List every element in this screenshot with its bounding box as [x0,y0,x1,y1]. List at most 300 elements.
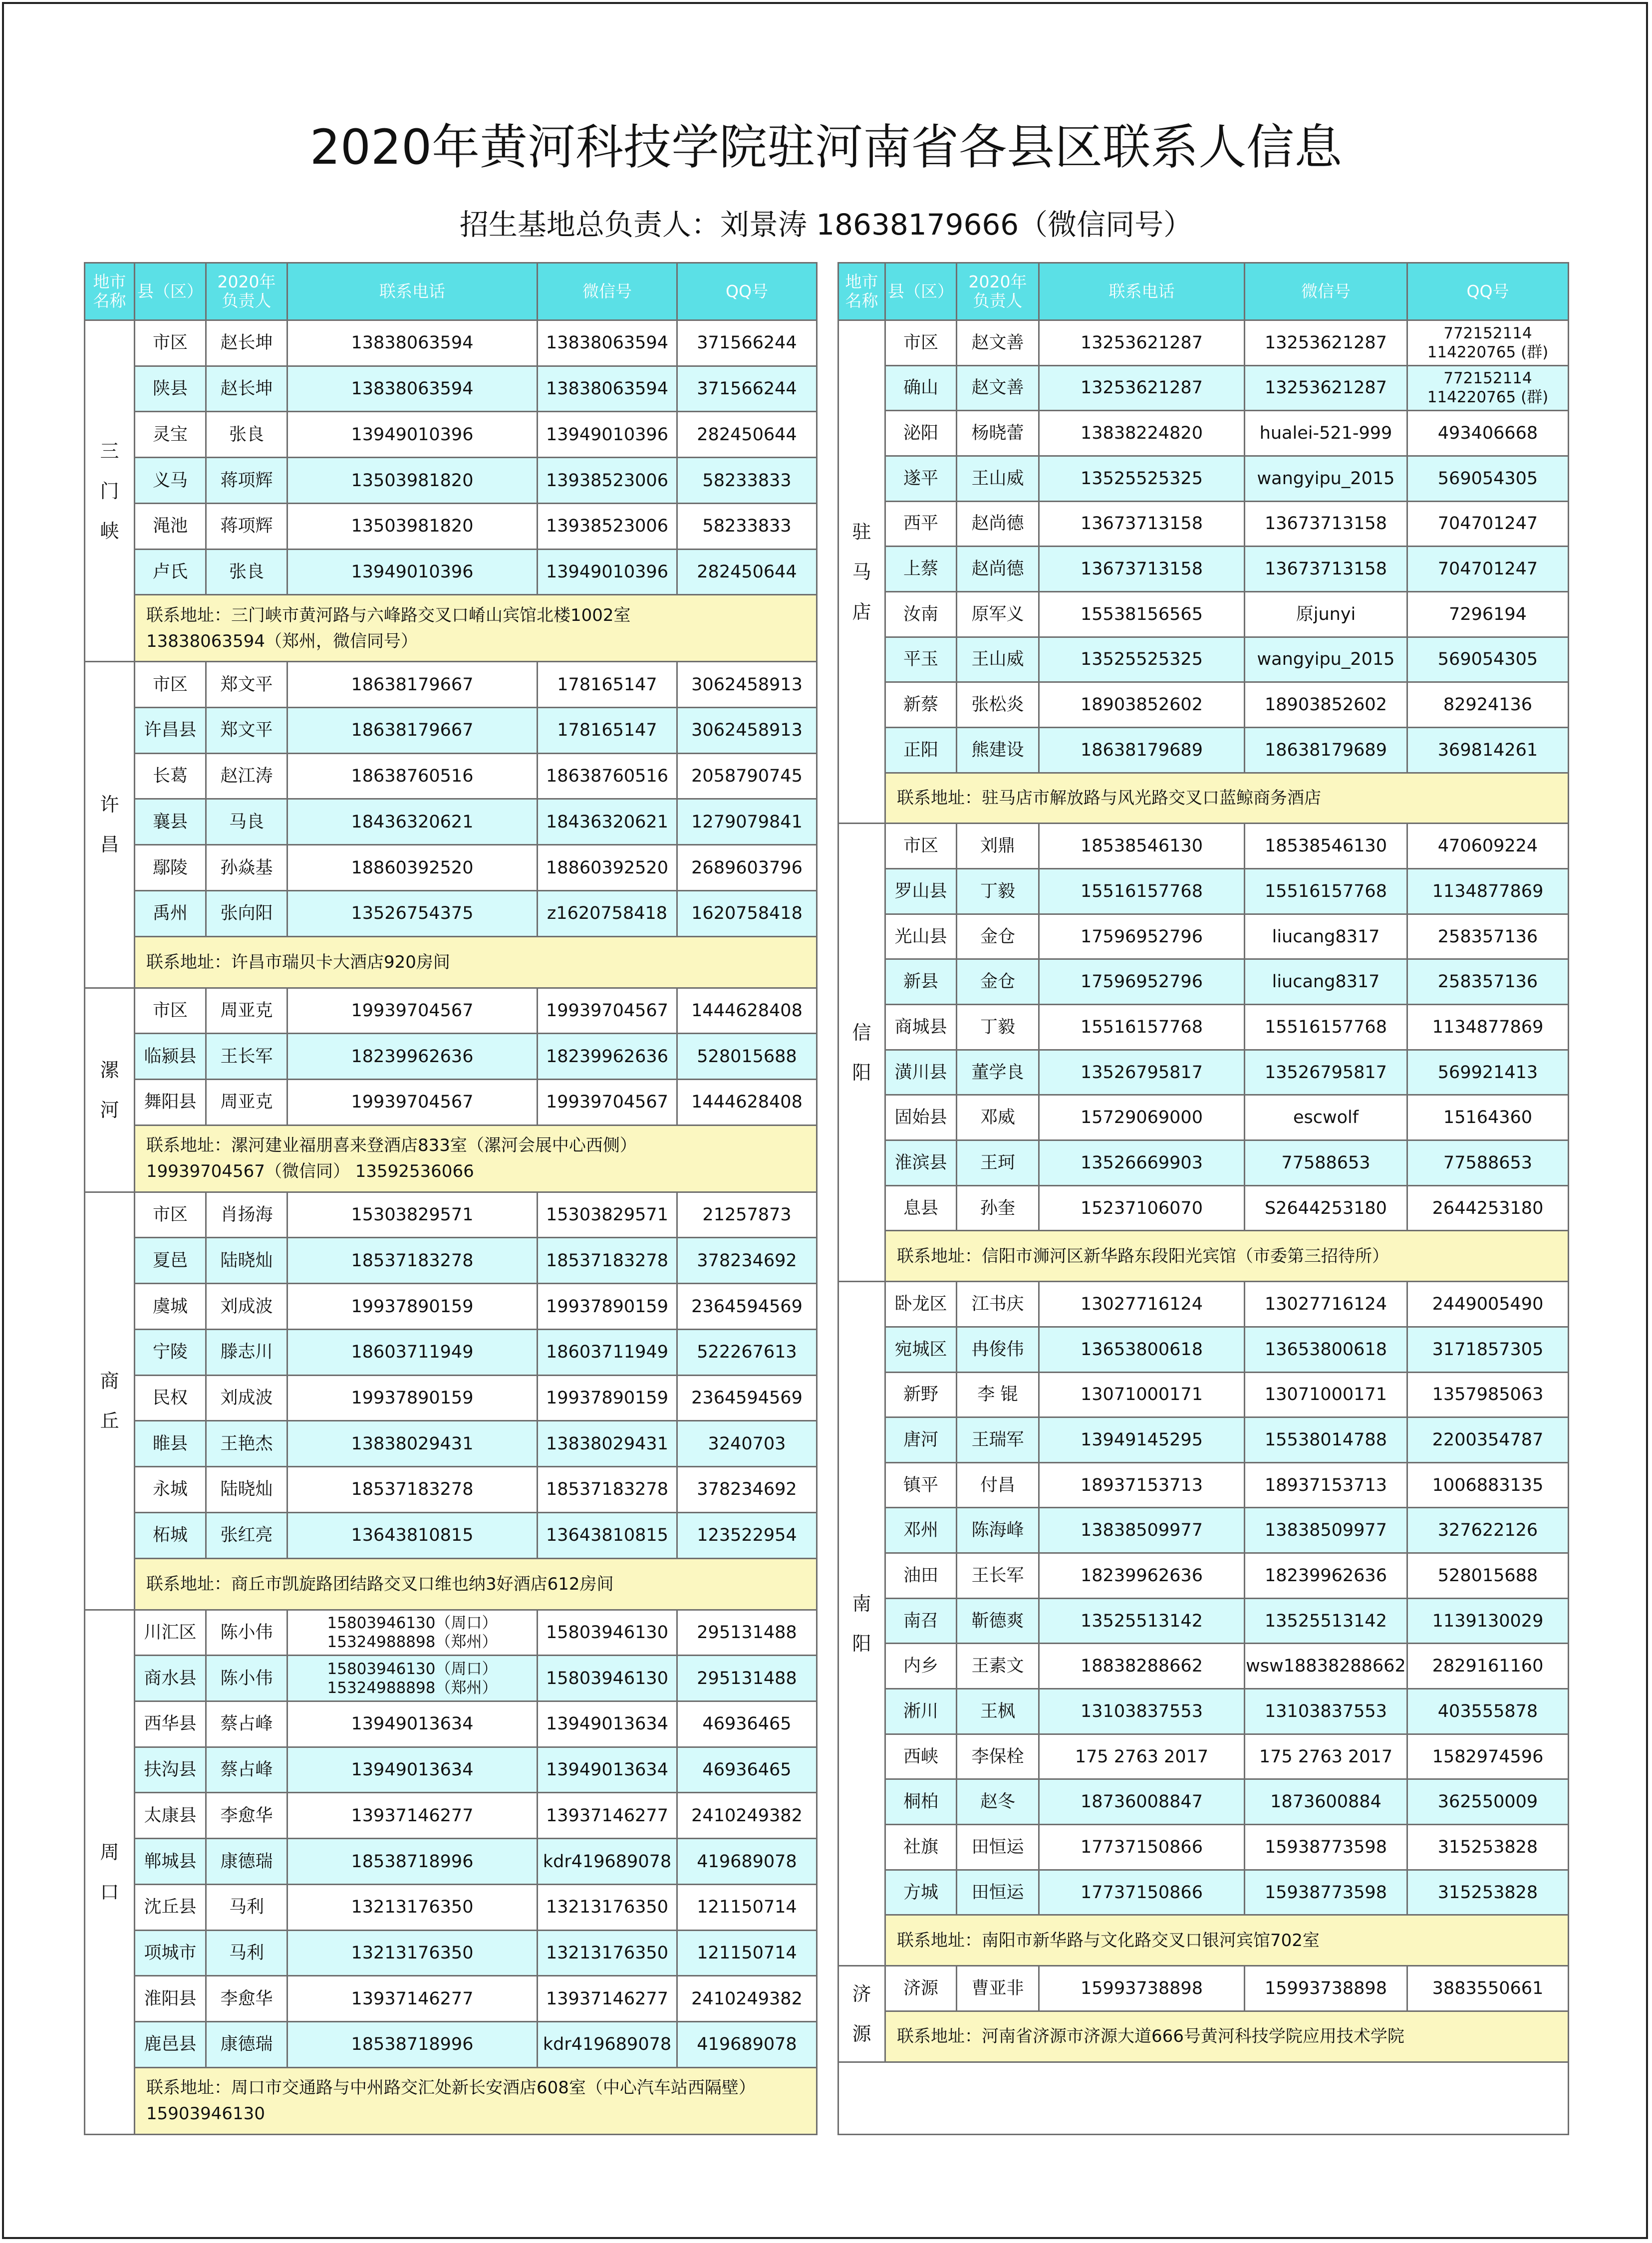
table-row [85,1512,817,1558]
person-cell: 周亚克 [206,988,287,1034]
phone-cell: 18538718996 [287,1839,538,1885]
person-cell: 王长军 [206,1034,287,1080]
address-cell: 联系地址：驻马店市解放路与风光路交叉口蓝鲸商务酒店 [885,773,1569,824]
city-name: 周 口 [85,1610,135,2134]
person-cell: 赵文善 [957,320,1039,366]
wechat-cell: wangyipu_2015 [1245,456,1407,501]
address-row [85,1125,817,1192]
person-cell: 董学良 [957,1050,1039,1095]
table-row [85,1034,817,1080]
phone-cell: 13643810815 [287,1512,538,1558]
wechat-cell: 15538014788 [1245,1417,1407,1463]
qq-cell: 419689078 [677,2022,817,2068]
wechat-cell: 18937153713 [1245,1462,1407,1508]
county-cell: 新野 [885,1372,957,1417]
table-row [85,549,817,595]
wechat-cell: 13937146277 [538,1793,677,1839]
phone-cell: 13949013634 [287,1747,538,1793]
county-cell: 永城 [135,1467,206,1513]
person-cell: 蔡占峰 [206,1701,287,1747]
wechat-cell: 18603711949 [538,1329,677,1375]
wechat-cell: 19937890159 [538,1284,677,1330]
county-cell: 夏邑 [135,1238,206,1284]
wechat-cell: z1620758418 [538,890,677,936]
qq-cell: 2644253180 [1407,1185,1569,1231]
person-cell: 王珂 [957,1140,1039,1186]
table-row [85,1656,817,1701]
phone-cell: 13213176350 [287,1884,538,1930]
right-contact-table [837,262,1569,2135]
person-cell: 王山威 [957,456,1039,501]
qq-cell: 1444628408 [677,988,817,1034]
qq-cell: 371566244 [677,320,817,366]
wechat-cell: 1873600884 [1245,1779,1407,1825]
header-wechat: 微信号 [538,263,677,320]
person-cell: 李愈华 [206,1793,287,1839]
wechat-cell: 15938773598 [1245,1825,1407,1870]
qq-cell: 1444628408 [677,1080,817,1125]
qq-cell: 403555878 [1407,1689,1569,1734]
table-row [838,1462,1569,1508]
address-row [85,2067,817,2134]
qq-cell: 315253828 [1407,1825,1569,1870]
county-cell: 潢川县 [885,1050,957,1095]
wechat-cell: 77588653 [1245,1140,1407,1186]
wechat-cell: kdr419689078 [538,2022,677,2068]
wechat-cell: 15938773598 [1245,1870,1407,1915]
county-cell: 内乡 [885,1644,957,1689]
table-row [838,1327,1569,1372]
table-row [85,1839,817,1885]
table-row [838,1282,1569,1327]
table-row [85,845,817,891]
phone-cell: 13253621287 [1039,320,1245,366]
county-cell: 虞城 [135,1284,206,1330]
person-cell: 马利 [206,1930,287,1976]
wechat-cell: wangyipu_2015 [1245,637,1407,682]
table-row [85,1747,817,1793]
wechat-cell: 18436320621 [538,799,677,845]
phone-cell: 13838224820 [1039,411,1245,456]
phone-cell: 15993738898 [1039,1966,1245,2011]
qq-cell: 2364594569 [677,1284,817,1330]
table-row [85,366,817,412]
city-name: 漯 河 [85,988,135,1192]
county-cell: 市区 [135,988,206,1034]
table-row [838,1050,1569,1095]
table-row [838,1825,1569,1870]
wechat-cell: wsw18838288662 [1245,1644,1407,1689]
phone-cell: 18736008847 [1039,1779,1245,1825]
qq-cell: 82924136 [1407,682,1569,728]
person-cell: 张松炎 [957,682,1039,728]
wechat-cell: 13253621287 [1245,320,1407,366]
person-cell: 刘鼎 [957,824,1039,869]
wechat-cell: 13949010396 [538,412,677,458]
phone-cell: 13949013634 [287,1701,538,1747]
county-cell: 方城 [885,1870,957,1915]
person-cell: 陈小伟 [206,1656,287,1701]
page-title: 2020年黄河科技学院驻河南省各县区联系人信息 [309,119,1343,175]
county-cell: 西华县 [135,1701,206,1747]
qq-cell: 1139130029 [1407,1598,1569,1644]
city-name: 许 昌 [85,662,135,988]
table-row [85,662,817,708]
person-cell: 王艳杰 [206,1421,287,1467]
phone-cell: 18838288662 [1039,1644,1245,1689]
county-cell: 息县 [885,1185,957,1231]
wechat-cell: 15516157768 [1245,1005,1407,1050]
county-cell: 社旗 [885,1825,957,1870]
qq-cell: 3171857305 [1407,1327,1569,1372]
table-row [838,1644,1569,1689]
qq-cell: 58233833 [677,458,817,504]
county-cell: 新县 [885,959,957,1005]
county-cell: 市区 [885,824,957,869]
county-cell: 舞阳县 [135,1080,206,1125]
wechat-cell: 13949013634 [538,1701,677,1747]
person-cell: 赵冬 [957,1779,1039,1825]
county-cell: 淮滨县 [885,1140,957,1186]
person-cell: 陈海峰 [957,1508,1039,1553]
table-row [838,1553,1569,1599]
table-row [85,988,817,1034]
wechat-cell: liucang8317 [1245,914,1407,959]
left-contact-table [84,262,818,2135]
phone-cell: 13673713158 [1039,547,1245,592]
qq-cell: 1620758418 [677,890,817,936]
table-row [838,1508,1569,1553]
table-row [838,824,1569,869]
qq-cell: 46936465 [677,1747,817,1793]
phone-cell: 13525525325 [1039,456,1245,501]
wechat-cell: 13643810815 [538,1512,677,1558]
qq-cell: 528015688 [1407,1553,1569,1599]
qq-cell: 21257873 [677,1192,817,1238]
wechat-cell: 15993738898 [1245,1966,1407,2011]
county-cell: 民权 [135,1375,206,1421]
wechat-cell: 13838509977 [1245,1508,1407,1553]
wechat-cell: 13253621287 [1245,365,1407,411]
person-cell: 郑文平 [206,708,287,754]
wechat-cell: 13653800618 [1245,1327,1407,1372]
person-cell: 肖扬海 [206,1192,287,1238]
table-row [838,1185,1569,1231]
wechat-cell: 15803946130 [538,1610,677,1656]
table-row [85,1238,817,1284]
address-row [85,936,817,988]
phone-cell: 13525513142 [1039,1598,1245,1644]
county-cell: 西平 [885,501,957,547]
county-cell: 邓州 [885,1508,957,1553]
wechat-cell: hualei-521-999 [1245,411,1407,456]
table-row [85,1976,817,2022]
person-cell: 陆晓灿 [206,1238,287,1284]
qq-cell: 295131488 [677,1656,817,1701]
qq-cell: 704701247 [1407,501,1569,547]
phone-cell: 15803946130（周口） 15324988898（郑州） [287,1610,538,1656]
county-cell: 襄县 [135,799,206,845]
city-name: 济 源 [838,1966,885,2062]
county-cell: 平玉 [885,637,957,682]
table-row [838,959,1569,1005]
county-cell: 川汇区 [135,1610,206,1656]
phone-cell: 19939704567 [287,1080,538,1125]
qq-cell: 772152114 114220765 (群) [1407,320,1569,366]
person-cell: 张良 [206,549,287,595]
county-cell: 禹州 [135,890,206,936]
phone-cell: 17596952796 [1039,914,1245,959]
county-cell: 镇平 [885,1462,957,1508]
header-phone: 联系电话 [287,263,538,320]
person-cell: 康德瑞 [206,1839,287,1885]
qq-cell: 1582974596 [1407,1734,1569,1779]
phone-cell: 18638179689 [1039,727,1245,773]
county-cell: 上蔡 [885,547,957,592]
table-row [85,799,817,845]
county-cell: 陕县 [135,366,206,412]
qq-cell: 2200354787 [1407,1417,1569,1463]
address-cell: 联系地址：周口市交通路与中州路交汇处新长安酒店608室（中心汽车站西隔壁） 15903946130 [135,2067,817,2134]
person-cell: 刘成波 [206,1375,287,1421]
county-cell: 淮阳县 [135,1976,206,2022]
address-row [85,595,817,662]
county-cell: 沈丘县 [135,1884,206,1930]
wechat-cell: 18239962636 [538,1034,677,1080]
wechat-cell: 18638760516 [538,753,677,799]
page-subtitle: 招生基地总负责人：刘景涛 18638179666（微信同号） [459,208,1193,242]
header-person: 2020年 负责人 [206,263,287,320]
table-row [838,637,1569,682]
wechat-cell: 19939704567 [538,988,677,1034]
table-row [85,2022,817,2068]
county-cell: 新蔡 [885,682,957,728]
header-phone: 联系电话 [1039,263,1245,320]
wechat-cell: 13938523006 [538,458,677,504]
county-cell: 油田 [885,1553,957,1599]
county-cell: 商城县 [885,1005,957,1050]
phone-cell: 13838029431 [287,1421,538,1467]
phone-cell: 13525525325 [1039,637,1245,682]
phone-cell: 13503981820 [287,458,538,504]
phone-cell: 18638760516 [287,753,538,799]
qq-cell: 3062458913 [677,708,817,754]
table-row [85,1610,817,1656]
wechat-cell: 13525513142 [1245,1598,1407,1644]
phone-cell: 13838063594 [287,366,538,412]
person-cell: 赵文善 [957,365,1039,411]
county-cell: 商水县 [135,1656,206,1701]
qq-cell: 528015688 [677,1034,817,1080]
table-row [838,547,1569,592]
phone-cell: 17737150866 [1039,1825,1245,1870]
phone-cell: 18537183278 [287,1238,538,1284]
qq-cell: 371566244 [677,366,817,412]
wechat-cell: 18538546130 [1245,824,1407,869]
county-cell: 确山 [885,365,957,411]
wechat-cell: kdr419689078 [538,1839,677,1885]
table-row [838,682,1569,728]
person-cell: 张向阳 [206,890,287,936]
county-cell: 正阳 [885,727,957,773]
county-cell: 南召 [885,1598,957,1644]
empty-filler-cell [838,2062,1569,2135]
qq-cell: 2410249382 [677,1793,817,1839]
county-cell: 市区 [135,662,206,708]
address-row [85,1558,817,1610]
phone-cell: 15803946130（周口） 15324988898（郑州） [287,1656,538,1701]
table-row [838,727,1569,773]
qq-cell: 1279079841 [677,799,817,845]
person-cell: 江书庆 [957,1282,1039,1327]
qq-cell: 121150714 [677,1884,817,1930]
address-row [838,773,1569,824]
wechat-cell: escwolf [1245,1095,1407,1140]
person-cell: 原军义 [957,591,1039,637]
qq-cell: 282450644 [677,549,817,595]
header-county: 县（区） [885,263,957,320]
wechat-cell: 13673713158 [1245,547,1407,592]
county-cell: 灵宝 [135,412,206,458]
phone-cell: 19937890159 [287,1375,538,1421]
phone-cell: 13027716124 [1039,1282,1245,1327]
table-row [85,1080,817,1125]
phone-cell: 19937890159 [287,1284,538,1330]
qq-cell: 378234692 [677,1467,817,1513]
phone-cell: 15538156565 [1039,591,1245,637]
wechat-cell: 13526795817 [1245,1050,1407,1095]
phone-cell: 18638179667 [287,662,538,708]
qq-cell: 378234692 [677,1238,817,1284]
address-row [838,1231,1569,1282]
address-cell: 联系地址：商丘市凯旋路团结路交叉口维也纳3好酒店612房间 [135,1558,817,1610]
phone-cell: 13213176350 [287,1930,538,1976]
qq-cell: 569054305 [1407,637,1569,682]
person-cell: 蔡占峰 [206,1747,287,1793]
qq-cell: 295131488 [677,1610,817,1656]
county-cell: 济源 [885,1966,957,2011]
phone-cell: 18537183278 [287,1467,538,1513]
qq-cell: 2058790745 [677,753,817,799]
table-row [85,1421,817,1467]
person-cell: 田恒运 [957,1870,1039,1915]
phone-cell: 18603711949 [287,1329,538,1375]
table-row [838,1005,1569,1050]
wechat-cell: 19939704567 [538,1080,677,1125]
city-name: 驻 马 店 [838,320,885,824]
wechat-cell: 13937146277 [538,1976,677,2022]
person-cell: 王山威 [957,637,1039,682]
wechat-cell: 13213176350 [538,1884,677,1930]
qq-cell: 2689603796 [677,845,817,891]
person-cell: 张良 [206,412,287,458]
county-cell: 鄢陵 [135,845,206,891]
wechat-cell: 13071000171 [1245,1372,1407,1417]
table-row [838,1140,1569,1186]
person-cell: 王瑞军 [957,1417,1039,1463]
person-cell: 马良 [206,799,287,845]
qq-cell: 569054305 [1407,456,1569,501]
person-cell: 周亚克 [206,1080,287,1125]
header-person: 2020年 负责人 [957,263,1039,320]
phone-cell: 15237106070 [1039,1185,1245,1231]
county-cell: 卧龙区 [885,1282,957,1327]
person-cell: 丁毅 [957,869,1039,914]
phone-cell: 18638179667 [287,708,538,754]
county-cell: 市区 [135,1192,206,1238]
wechat-cell: 19937890159 [538,1375,677,1421]
phone-cell: 13653800618 [1039,1327,1245,1372]
phone-cell: 18239962636 [287,1034,538,1080]
address-cell: 联系地址：南阳市新华路与文化路交叉口银河宾馆702室 [885,1915,1569,1966]
qq-cell: 2829161160 [1407,1644,1569,1689]
county-cell: 固始县 [885,1095,957,1140]
person-cell: 田恒运 [957,1825,1039,1870]
table-row [85,1930,817,1976]
person-cell: 赵尚德 [957,547,1039,592]
header-wechat: 微信号 [1245,263,1407,320]
phone-cell: 13071000171 [1039,1372,1245,1417]
qq-cell: 1006883135 [1407,1462,1569,1508]
table-row [838,411,1569,456]
wechat-cell: 13213176350 [538,1930,677,1976]
header-county: 县（区） [135,263,206,320]
wechat-cell: 原junyi [1245,591,1407,637]
wechat-cell: 15803946130 [538,1656,677,1701]
table-row [838,1598,1569,1644]
person-cell: 蒋项辉 [206,503,287,549]
wechat-cell: 18537183278 [538,1238,677,1284]
phone-cell: 18538718996 [287,2022,538,2068]
person-cell: 熊建设 [957,727,1039,773]
phone-cell: 18436320621 [287,799,538,845]
city-name: 信 阳 [838,824,885,1282]
phone-cell: 13838063594 [287,320,538,366]
person-cell: 孙奎 [957,1185,1039,1231]
county-cell: 光山县 [885,914,957,959]
header-qq: QQ号 [1407,263,1569,320]
county-cell: 长葛 [135,753,206,799]
wechat-cell: 13949013634 [538,1747,677,1793]
person-cell: 冉俊伟 [957,1327,1039,1372]
table-row [85,503,817,549]
person-cell: 李 锟 [957,1372,1039,1417]
qq-cell: 3240703 [677,1421,817,1467]
phone-cell: 13103837553 [1039,1689,1245,1734]
phone-cell: 17596952796 [1039,959,1245,1005]
phone-cell: 15516157768 [1039,869,1245,914]
county-cell: 郸城县 [135,1839,206,1885]
city-name: 南 阳 [838,1282,885,1966]
person-cell: 蒋项辉 [206,458,287,504]
county-cell: 卢氏 [135,549,206,595]
phone-cell: 13503981820 [287,503,538,549]
table-row [838,1417,1569,1463]
table-row [838,1966,1569,2011]
qq-cell: 258357136 [1407,959,1569,1005]
qq-cell: 7296194 [1407,591,1569,637]
county-cell: 市区 [885,320,957,366]
person-cell: 李保栓 [957,1734,1039,1779]
qq-cell: 1134877869 [1407,869,1569,914]
qq-cell: 315253828 [1407,1870,1569,1915]
qq-cell: 772152114 114220765 (群) [1407,365,1569,411]
wechat-cell: 13938523006 [538,503,677,549]
person-cell: 赵长坤 [206,320,287,366]
county-cell: 柘城 [135,1512,206,1558]
table-row [838,365,1569,411]
phone-cell: 13526669903 [1039,1140,1245,1186]
